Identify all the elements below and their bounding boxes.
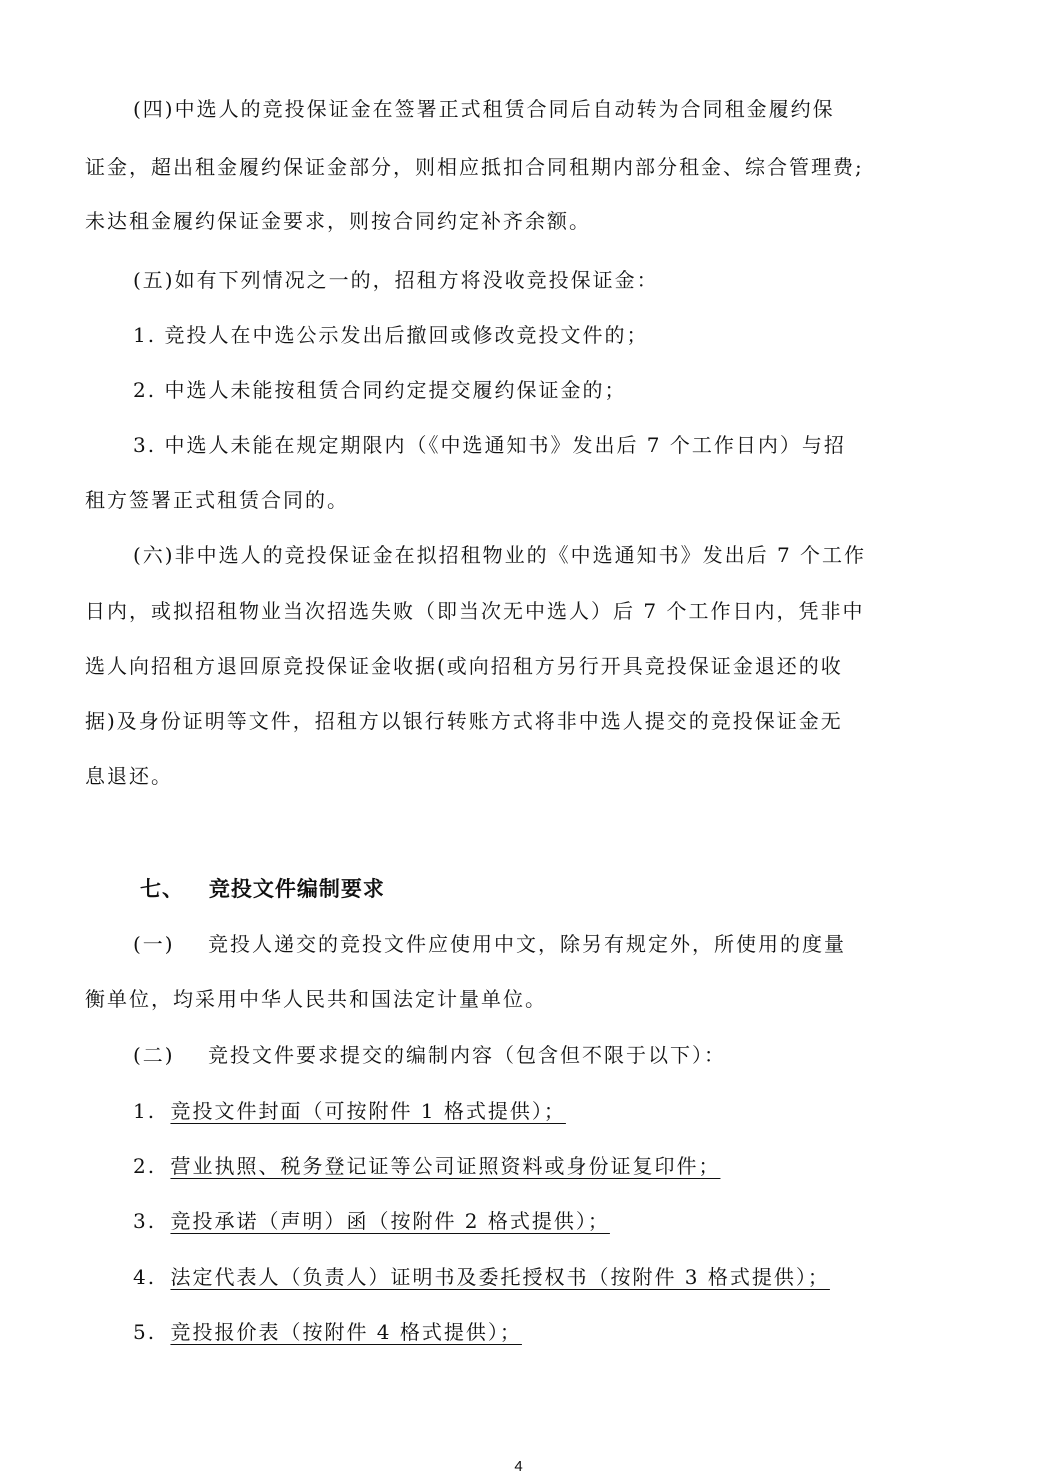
para-4-line-1: (四)中选人的竞投保证金在签署正式租赁合同后自动转为合同租金履约保 <box>133 97 835 121</box>
para-6-line-5: 息退还。 <box>85 764 173 788</box>
list-item-number: 3. <box>133 1209 157 1233</box>
para-5-intro: (五)如有下列情况之一的，招租方将没收竞投保证金： <box>133 268 659 292</box>
list-item-number: 4. <box>133 1265 157 1289</box>
list-item-text: 法定代表人（负责人）证明书及委托授权书（按附件 3 格式提供）； <box>170 1265 830 1289</box>
list-item-text: 竞投承诺（声明）函（按附件 2 格式提供）； <box>170 1209 610 1233</box>
para-4-line-2: 证金，超出租金履约保证金部分，则相应抵扣合同租期内部分租金、综合管理费; <box>85 155 864 179</box>
page-number: 4 <box>514 1458 523 1475</box>
list-item <box>133 1317 522 1347</box>
para-6-line-1: (六)非中选人的竞投保证金在拟招租物业的《中选通知书》发出后 7 个工作 <box>133 543 867 567</box>
list-item <box>133 1206 610 1236</box>
list-item-number: 5. <box>133 1320 157 1344</box>
section-7-para-1-line-1: (一) 竞投人递交的竞投文件应使用中文，除另有规定外，所使用的度量 <box>133 932 847 956</box>
para-6-line-4: 据)及身份证明等文件，招租方以银行转账方式将非中选人提交的竞投保证金无 <box>85 709 843 733</box>
para-5-item-1: 1. 竞投人在中选公示发出后撤回或修改竞投文件的； <box>133 323 649 347</box>
para-5-item-3-line-2: 租方签署正式租赁合同的。 <box>85 488 349 512</box>
list-item <box>133 1262 830 1292</box>
section-7-para-2-intro: (二) 竞投文件要求提交的编制内容（包含但不限于以下）： <box>133 1043 727 1067</box>
para-4-line-3: 未达租金履约保证金要求，则按合同约定补齐余额。 <box>85 209 591 233</box>
list-item-number: 2. <box>133 1154 157 1178</box>
list-item <box>133 1096 566 1126</box>
list-item <box>133 1151 720 1181</box>
para-5-item-2: 2. 中选人未能按租赁合同约定提交履约保证金的； <box>133 378 627 402</box>
para-6-line-3: 选人向招租方退回原竞投保证金收据(或向招租方另行开具竞投保证金退还的收 <box>85 654 843 678</box>
section-7-heading: 七、 竞投文件编制要求 <box>140 877 385 901</box>
list-item-number: 1. <box>133 1099 157 1123</box>
list-item-text: 营业执照、税务登记证等公司证照资料或身份证复印件； <box>170 1154 721 1178</box>
list-item-text: 竞投报价表（按附件 4 格式提供）； <box>170 1320 522 1344</box>
section-7-para-1-line-2: 衡单位，均采用中华人民共和国法定计量单位。 <box>85 987 547 1011</box>
para-6-line-2: 日内，或拟招租物业当次招选失败（即当次无中选人）后 7 个工作日内，凭非中 <box>85 599 865 623</box>
list-item-text: 竞投文件封面（可按附件 1 格式提供）； <box>170 1099 566 1123</box>
para-5-item-3-line-1: 3. 中选人未能在规定期限内（《中选通知书》发出后 7 个工作日内）与招 <box>133 433 846 457</box>
